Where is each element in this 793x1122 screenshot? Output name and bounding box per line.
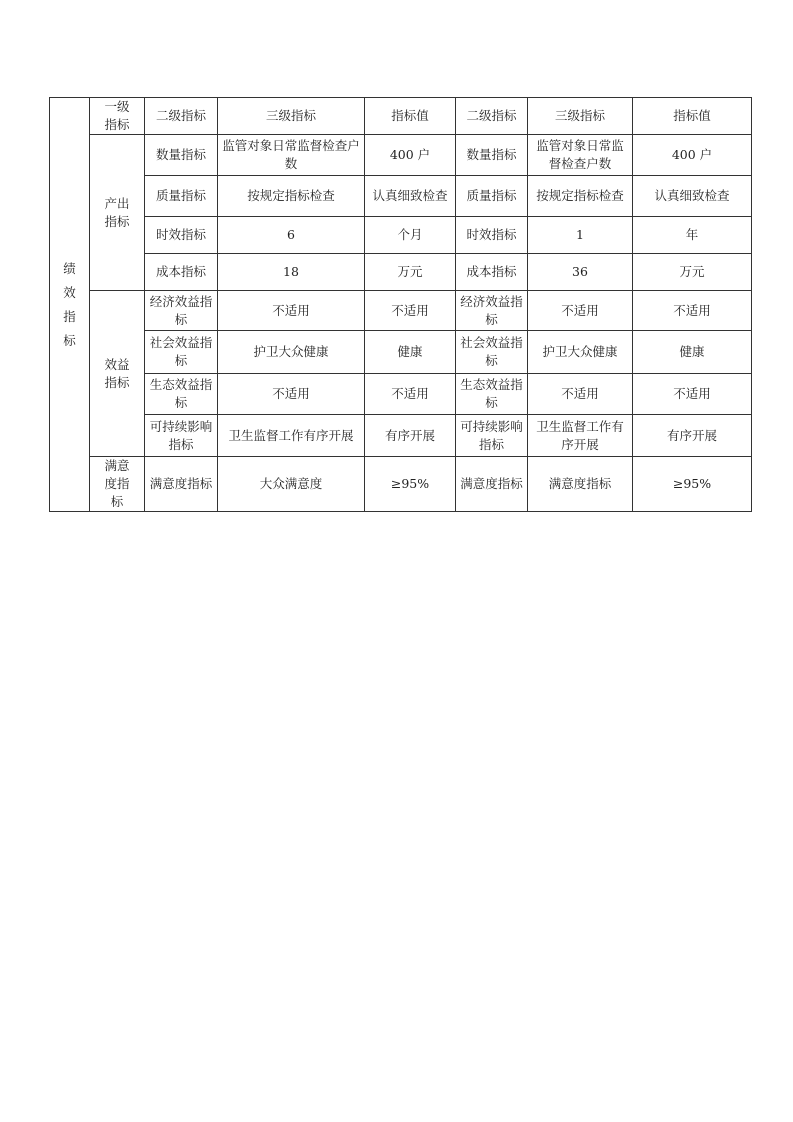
cell-va: 不适用 [365, 291, 456, 331]
cell-l2b: 生态效益指标 [456, 374, 528, 415]
group-output: 产出指标 [90, 135, 145, 291]
cell-l3a: 按规定指标检查 [218, 176, 365, 217]
header-value-b: 指标值 [633, 98, 752, 135]
table-row [50, 331, 752, 374]
cell-vb: 不适用 [633, 291, 752, 331]
cell-l3b: 卫生监督工作有序开展 [528, 415, 633, 457]
header-level3-b: 三级指标 [528, 98, 633, 135]
cell-l3a: 18 [218, 254, 365, 291]
cell-vb: ≥95% [633, 457, 752, 512]
cell-l2b: 成本指标 [456, 254, 528, 291]
performance-indicators-label: 绩效指标 [50, 98, 90, 512]
header-level2-a: 二级指标 [145, 98, 218, 135]
cell-va: 有序开展 [365, 415, 456, 457]
cell-va: 认真细致检查 [365, 176, 456, 217]
cell-l2a: 数量指标 [145, 135, 218, 176]
cell-l3b: 护卫大众健康 [528, 331, 633, 374]
cell-vb: 万元 [633, 254, 752, 291]
cell-l3a: 卫生监督工作有序开展 [218, 415, 365, 457]
cell-va: 个月 [365, 217, 456, 254]
cell-l2b: 社会效益指标 [456, 331, 528, 374]
cell-l3a: 护卫大众健康 [218, 331, 365, 374]
cell-l2a: 时效指标 [145, 217, 218, 254]
cell-l2b: 质量指标 [456, 176, 528, 217]
cell-vb: 不适用 [633, 374, 752, 415]
cell-l2b: 可持续影响指标 [456, 415, 528, 457]
cell-vb: 健康 [633, 331, 752, 374]
cell-l2a: 生态效益指标 [145, 374, 218, 415]
table-row [50, 254, 752, 291]
table-row [50, 217, 752, 254]
cell-l2a: 经济效益指标 [145, 291, 218, 331]
cell-l3b: 满意度指标 [528, 457, 633, 512]
table-row [50, 415, 752, 457]
group-benefit: 效益指标 [90, 291, 145, 457]
cell-va: 400 户 [365, 135, 456, 176]
group-satisfaction: 满意度指标 [90, 457, 145, 512]
table-row [50, 291, 752, 331]
cell-l3b: 不适用 [528, 291, 633, 331]
cell-l3a: 6 [218, 217, 365, 254]
cell-l3a: 大众满意度 [218, 457, 365, 512]
cell-l3b: 36 [528, 254, 633, 291]
table-row [50, 374, 752, 415]
cell-va: 健康 [365, 331, 456, 374]
cell-vb: 400 户 [633, 135, 752, 176]
header-row [50, 98, 752, 135]
cell-va: ≥95% [365, 457, 456, 512]
cell-l3b: 按规定指标检查 [528, 176, 633, 217]
cell-l2a: 可持续影响指标 [145, 415, 218, 457]
cell-l2b: 数量指标 [456, 135, 528, 176]
cell-l3b: 监管对象日常监督检查户数 [528, 135, 633, 176]
cell-va: 不适用 [365, 374, 456, 415]
table-row [50, 135, 752, 176]
cell-va: 万元 [365, 254, 456, 291]
cell-l3a: 不适用 [218, 374, 365, 415]
cell-vb: 年 [633, 217, 752, 254]
cell-l2a: 社会效益指标 [145, 331, 218, 374]
cell-l2b: 时效指标 [456, 217, 528, 254]
header-value-a: 指标值 [365, 98, 456, 135]
performance-indicator-table [49, 97, 752, 512]
cell-l2a: 质量指标 [145, 176, 218, 217]
cell-l3a: 监管对象日常监督检查户数 [218, 135, 365, 176]
header-level1: 一级指标 [90, 98, 145, 135]
cell-l3b: 1 [528, 217, 633, 254]
table-row [50, 457, 752, 512]
cell-l3a: 不适用 [218, 291, 365, 331]
cell-l2a: 成本指标 [145, 254, 218, 291]
cell-l2a: 满意度指标 [145, 457, 218, 512]
cell-vb: 有序开展 [633, 415, 752, 457]
table-row [50, 176, 752, 217]
cell-l3b: 不适用 [528, 374, 633, 415]
header-level3-a: 三级指标 [218, 98, 365, 135]
cell-l2b: 满意度指标 [456, 457, 528, 512]
cell-l2b: 经济效益指标 [456, 291, 528, 331]
cell-vb: 认真细致检查 [633, 176, 752, 217]
header-level2-b: 二级指标 [456, 98, 528, 135]
